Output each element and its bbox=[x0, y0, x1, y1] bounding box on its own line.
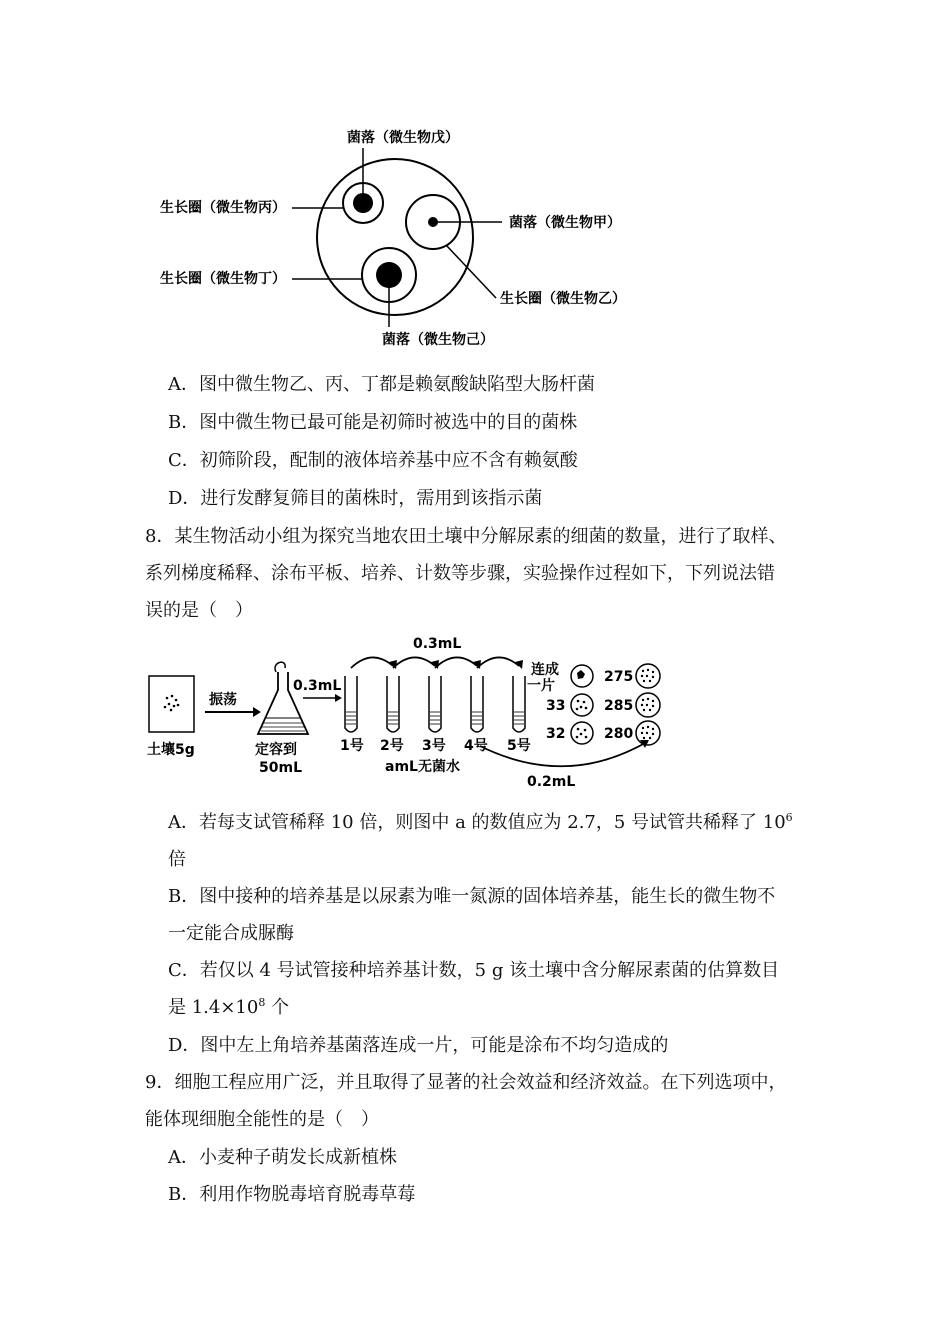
q8-option-c-exponent: 8 bbox=[258, 996, 266, 1009]
q8-option-a-line1 bbox=[168, 808, 793, 834]
tube-4-label: 4号 bbox=[464, 738, 488, 754]
q7-option-d: D．进行发酵复筛目的菌株时，需用到该指示菌 bbox=[168, 488, 543, 509]
tube-1-label: 1号 bbox=[340, 738, 364, 754]
transfer2-label: 0.3mL bbox=[413, 636, 462, 652]
count-33: 33 bbox=[546, 698, 566, 714]
q8-stem-line3: 误的是（ ） bbox=[145, 600, 253, 621]
q9-option-a: A．小麦种子萌发长成新植株 bbox=[168, 1147, 397, 1168]
count-275: 275 bbox=[604, 669, 634, 685]
tube-3-label: 3号 bbox=[422, 738, 446, 754]
volume-value-label: 50mL bbox=[259, 760, 302, 776]
plate-32 bbox=[571, 722, 593, 744]
q8-option-c-text: 是 1.4×10 bbox=[168, 997, 259, 1018]
label-colony-ji: 菌落（微生物己） bbox=[382, 332, 494, 348]
tube-5-label: 5号 bbox=[507, 738, 531, 754]
q9-stem-line1: 9．细胞工程应用广泛，并且取得了显著的社会效益和经济效益。在下列选项中， bbox=[145, 1072, 787, 1093]
dilution-figure bbox=[145, 628, 675, 788]
indicator-plate-figure bbox=[150, 120, 650, 360]
count-285: 285 bbox=[604, 698, 634, 714]
soil-label: 土壤5g bbox=[147, 742, 195, 758]
q8-option-d: D．图中左上角培养基菌落连成一片，可能是涂布不均匀造成的 bbox=[168, 1035, 669, 1056]
label-colony-wu: 菌落（微生物戊） bbox=[347, 130, 459, 146]
soil-sample-box bbox=[149, 676, 194, 732]
q9-stem-line2: 能体现细胞全能性的是（ ） bbox=[145, 1109, 379, 1130]
label-colony-jia: 菌落（微生物甲） bbox=[509, 215, 621, 231]
q8-stem-line2: 系列梯度稀释、涂布平板、培养、计数等步骤，实验操作过程如下，下列说法错 bbox=[145, 563, 775, 584]
plate-33 bbox=[571, 694, 593, 716]
q8-option-b-line1: B．图中接种的培养基是以尿素为唯一氮源的固体培养基，能生长的微生物不 bbox=[168, 886, 776, 907]
q7-option-a: A．图中微生物乙、丙、丁都是赖氨酸缺陷型大肠杆菌 bbox=[168, 374, 595, 395]
count-32: 32 bbox=[546, 726, 566, 742]
volume-to-label: 定容到 bbox=[255, 742, 297, 758]
q8-option-a-exponent: 6 bbox=[785, 811, 793, 824]
shake-label: 振荡 bbox=[209, 692, 237, 708]
test-tubes bbox=[345, 676, 525, 732]
q8-option-a-text: A．若每支试管稀释 10 倍，则图中 a 的数值应为 2.7，5 号试管共稀释了 10 bbox=[168, 812, 786, 833]
q9-option-b: B．利用作物脱毒培育脱毒草莓 bbox=[168, 1184, 416, 1205]
transfer1-label: 0.3mL bbox=[293, 678, 342, 694]
count-280: 280 bbox=[604, 726, 634, 742]
q8-option-b-line2: 一定能合成脲酶 bbox=[168, 923, 294, 944]
q7-option-b: B．图中微生物已最可能是初筛时被选中的目的菌株 bbox=[168, 412, 578, 433]
tube-2-label: 2号 bbox=[380, 738, 404, 754]
label-growth-yi: 生长圈（微生物乙） bbox=[500, 291, 626, 307]
q8-stem-line1: 8．某生物活动小组为探究当地农田土壤中分解尿素的细菌的数量，进行了取样、 bbox=[145, 526, 787, 547]
q8-option-c-line1: C．若仅以 4 号试管接种培养基计数，5 g 该土壤中含分解尿素菌的估算数目 bbox=[168, 960, 780, 981]
q8-option-c-line2 bbox=[168, 993, 289, 1019]
label-growth-ding: 生长圈（微生物丁） bbox=[160, 271, 286, 287]
merged-label-2: 一片 bbox=[527, 678, 555, 694]
q8-option-c-unit: 个 bbox=[265, 997, 290, 1018]
merged-label-1: 连成 bbox=[531, 662, 559, 678]
petri-dish bbox=[317, 159, 473, 315]
label-growth-bing: 生长圈（微生物丙） bbox=[160, 200, 286, 216]
q7-option-c: C．初筛阶段，配制的液体培养基中应不含有赖氨酸 bbox=[168, 450, 578, 471]
sterile-water-label: amL无菌水 bbox=[385, 759, 460, 775]
q8-option-a-line2: 倍 bbox=[168, 849, 186, 870]
plate-transfer-label: 0.2mL bbox=[527, 774, 576, 788]
